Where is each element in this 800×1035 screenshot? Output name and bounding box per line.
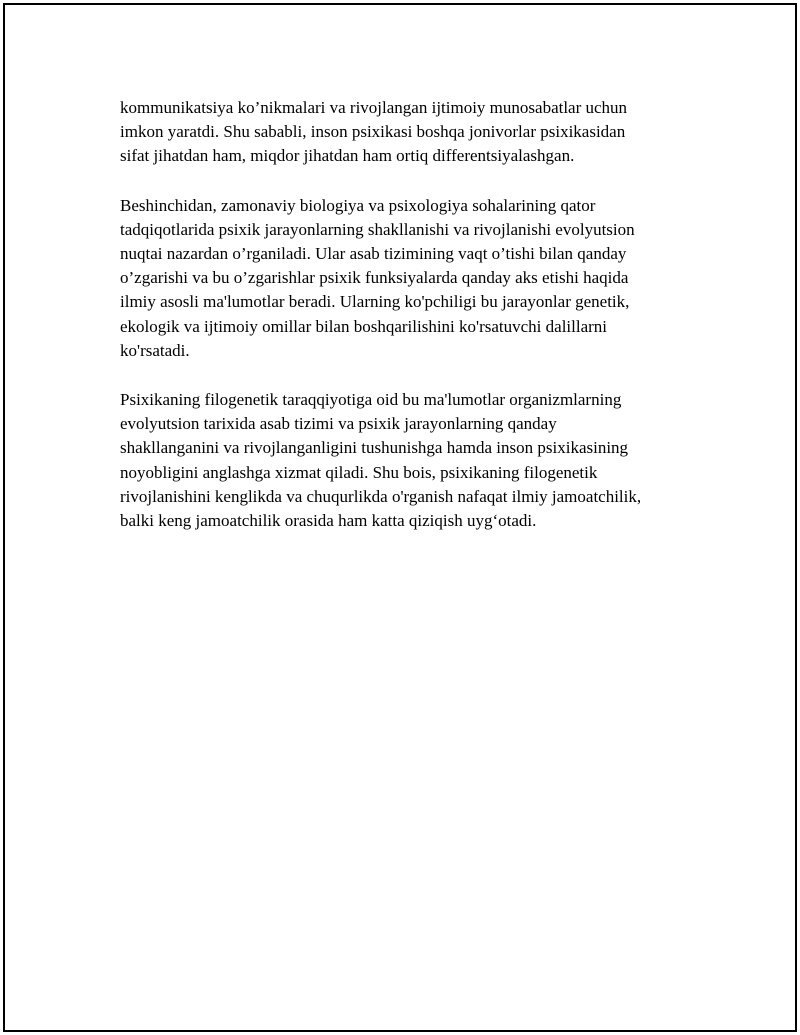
document-page	[3, 3, 797, 1032]
paragraph-2	[120, 194, 680, 363]
text-line: ekologik va ijtimoiy omillar bilan boshqarilishini ko'rsatuvchi dalillarni	[120, 316, 608, 336]
document-body	[120, 96, 680, 558]
text-line: ko'rsatadi.	[120, 340, 190, 360]
text-line: Psixikaning filogenetik taraqqiyotiga oid bu ma'lumotlar organizmlarning	[120, 390, 622, 410]
text-line: sifat jihatdan ham, miqdor jihatdan ham ortiq differentsiyalashgan.	[120, 146, 575, 166]
text-line: shakllanganini va rivojlanganligini tushunishga hamda inson psixikasining	[120, 438, 629, 458]
text-line: tadqiqotlarida psixik jarayonlarning shakllanishi va rivojlanishi evolyutsion	[120, 219, 635, 239]
text-line: ilmiy asosli ma'lumotlar beradi. Ularning ko'pchiligi bu jarayonlar genetik,	[120, 292, 630, 312]
paragraph-3	[120, 388, 680, 533]
text-line: o’zgarishi va bu o’zgarishlar psixik funksiyalarda qanday aks etishi haqida	[120, 268, 629, 288]
text-line: evolyutsion tarixida asab tizimi va psixik jarayonlarning qanday	[120, 414, 557, 434]
text-line: kommunikatsiya ko’nikmalari va rivojlangan ijtimoiy munosabatlar uchun	[120, 98, 628, 117]
text-line: balki keng jamoatchilik orasida ham katta qiziqish uyg‘otadi.	[120, 511, 537, 531]
text-line: imkon yaratdi. Shu sababli, inson psixikasi boshqa jonivorlar psixikasidan	[120, 122, 626, 142]
text-line: noyobligini anglashga xizmat qiladi. Shu bois, psixikaning filogenetik	[120, 462, 598, 482]
text-line: nuqtai nazardan o’rganiladi. Ular asab tizimining vaqt o’tishi bilan qanday	[120, 244, 627, 264]
text-line: Beshinchidan, zamonaviy biologiya va psixologiya sohalarining qator	[120, 195, 596, 215]
paragraph-1	[120, 96, 680, 169]
text-line: rivojlanishini kenglikda va chuqurlikda o'rganish nafaqat ilmiy jamoatchilik,	[120, 486, 642, 506]
